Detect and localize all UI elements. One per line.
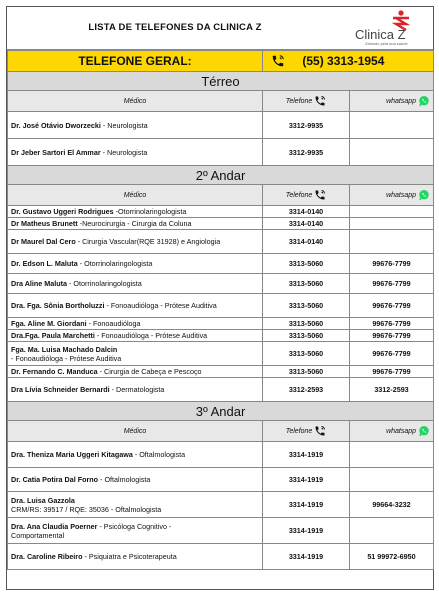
doctor-row (8, 468, 434, 492)
doctor-name: Dr Matheus Brunett (11, 219, 78, 228)
whatsapp-number[interactable] (350, 230, 434, 254)
doctor-specialty: - Fonoaudióloga - Prótese Auditiva (94, 331, 208, 340)
phone-number[interactable]: 3314-1919 (263, 544, 350, 570)
column-header-row (8, 421, 434, 442)
doctor-cell (8, 492, 263, 518)
phone-number[interactable]: 3313-5060 (263, 366, 350, 378)
doctor-row (8, 544, 434, 570)
doctor-specialty: - Otorrinolaringologista (77, 259, 153, 268)
doctor-row (8, 294, 434, 318)
doctor-name: Dra. Caroline Ribeiro (11, 552, 83, 561)
doctor-name: Dr Maurel Dal Cero (11, 237, 76, 246)
medico-header-label: Médico (123, 97, 147, 105)
doctor-name: Dra. Luisa Gazzola (11, 495, 75, 505)
whatsapp-number[interactable]: 99664-3232 (350, 492, 434, 518)
phone-number[interactable]: 3314-0140 (263, 230, 350, 254)
doctor-cell (8, 366, 263, 378)
telefone-header (263, 185, 350, 206)
phone-number[interactable]: 3313-5060 (263, 342, 350, 366)
doctor-name: Dra Lívia Schneider Bernardi (11, 385, 110, 394)
phone-number[interactable]: 3312-9935 (263, 139, 350, 166)
doctor-cell (8, 544, 263, 570)
doctor-row (8, 218, 434, 230)
phone-number[interactable]: 3313-5060 (263, 294, 350, 318)
whatsapp-number[interactable]: 99676-7799 (350, 342, 434, 366)
phone-number[interactable]: 3313-5060 (263, 274, 350, 294)
whatsapp-number[interactable]: 99676-7799 (350, 318, 434, 330)
doctor-specialty: -Otorrinolaringologista (113, 207, 187, 216)
doctor-row (8, 112, 434, 139)
whatsapp-number[interactable]: 51 99972-6950 (350, 544, 434, 570)
doctor-specialty: - Otorrinolaringologista (67, 279, 142, 288)
doctor-cell (8, 206, 263, 218)
telefone-header (263, 91, 350, 112)
doctor-specialty-line2: - Fonoaudióloga - Prótese Auditiva (11, 353, 122, 363)
whatsapp-icon (418, 189, 430, 201)
doctor-row (8, 230, 434, 254)
doctor-cell (8, 254, 263, 274)
page-title: LISTA DE TELEFONES DA CLINICA Z (88, 22, 262, 33)
doctor-cell (8, 342, 263, 366)
doctor-name: Dr. Gustavo Uggeri Rodrigues (11, 207, 114, 216)
telefone-header-label: Telefone (285, 191, 313, 199)
doctor-row (8, 206, 434, 218)
whatsapp-number[interactable]: 99676-7799 (350, 330, 434, 342)
doctor-specialty: - Cirurgia Vascular(RQE 31928) e Angiologia (75, 237, 221, 246)
doctor-row (8, 274, 434, 294)
whatsapp-number[interactable] (350, 518, 434, 544)
whatsapp-number[interactable] (350, 218, 434, 230)
whatsapp-header-label: whatsapp (386, 427, 417, 435)
doctor-specialty: - Dermatologista (109, 385, 165, 394)
doctor-cell (8, 468, 263, 492)
doctor-row (8, 442, 434, 468)
doctor-name: Fga. Aline M. Giordani (11, 319, 87, 328)
doctor-name: Dra Aline Maluta (11, 279, 68, 288)
phone-table (7, 50, 434, 570)
telefone-header-label: Telefone (285, 427, 313, 435)
doctor-name: Dra. Theniza Maria Uggeri Kitagawa (11, 450, 133, 459)
whatsapp-number[interactable] (350, 442, 434, 468)
doctor-cell (8, 294, 263, 318)
doctor-cell (8, 442, 263, 468)
doctor-row (8, 139, 434, 166)
doctor-cell (8, 378, 263, 402)
whatsapp-number[interactable]: 99676-7799 (350, 366, 434, 378)
column-header-row (8, 185, 434, 206)
doctor-name: Fga. Ma. Luisa Machado Dalcin (11, 344, 118, 354)
whatsapp-number[interactable]: 99676-7799 (350, 294, 434, 318)
phone-number[interactable]: 3312-2593 (263, 378, 350, 402)
doctor-cell (8, 112, 263, 139)
doctor-name: Dra. Ana Claudia Poerner (11, 521, 98, 531)
medico-header (8, 421, 263, 442)
phone-number[interactable]: 3314-1919 (263, 468, 350, 492)
whatsapp-number[interactable] (350, 206, 434, 218)
doctor-row (8, 366, 434, 378)
doctor-row (8, 492, 434, 518)
doctor-specialty-line2: Comportamental (11, 530, 65, 540)
phone-number[interactable]: 3314-1919 (263, 518, 350, 544)
whatsapp-number[interactable] (350, 112, 434, 139)
doctor-name: Dr. José Otávio Dworzecki (11, 120, 101, 130)
doctor-name: Dr. Catia Potira Dal Forno (11, 475, 99, 484)
doctor-specialty: - Neurologista (100, 120, 148, 130)
doctor-specialty: - Psicóloga Cognitivo - (97, 521, 172, 531)
doctor-cell (8, 274, 263, 294)
doctor-specialty: - Cirurgia de Cabeça e Pescoço (97, 367, 202, 376)
medico-header-label: Médico (123, 191, 147, 199)
column-header-row (8, 91, 434, 112)
telefone-header-label: Telefone (285, 97, 313, 105)
whatsapp-icon (418, 95, 430, 107)
phone-ringing-icon (314, 95, 326, 107)
logo-name: Clinica Z (355, 27, 406, 42)
phone-number[interactable]: 3312-9935 (263, 112, 350, 139)
doctor-specialty: -Neurocirurgia - Cirurgia da Coluna (77, 219, 192, 228)
phone-number[interactable]: 3313-5060 (263, 330, 350, 342)
whatsapp-number[interactable]: 3312-2593 (350, 378, 434, 402)
phone-ringing-icon (314, 189, 326, 201)
doctor-specialty: - Psiquiatra e Psicoterapeuta (82, 552, 177, 561)
floor-title: Térreo (8, 72, 434, 91)
doctor-row (8, 330, 434, 342)
whatsapp-header (350, 421, 434, 442)
general-phone-number: (55) 3313-1954 (302, 53, 385, 68)
floor-title: 2º Andar (8, 166, 434, 185)
doctor-specialty: - Fonoaudióloga - Prótese Auditiva (104, 301, 217, 310)
floor-header-row (8, 166, 434, 185)
general-phone-cell[interactable] (263, 51, 434, 72)
doctor-row (8, 342, 434, 366)
medico-header (8, 185, 263, 206)
doctor-row (8, 518, 434, 544)
doctor-cell (8, 139, 263, 166)
doctor-cell (8, 230, 263, 254)
doctor-name: Dr. Edson L. Maluta (11, 259, 78, 268)
doctor-name: Dra.Fga. Paula Marchetti (11, 331, 95, 340)
whatsapp-header-label: whatsapp (386, 191, 417, 199)
doctor-specialty-line2: CRM/RS: 39517 / RQE: 35036 - Oftalmologista (11, 504, 162, 514)
doctor-row (8, 378, 434, 402)
phone-number[interactable]: 3314-1919 (263, 492, 350, 518)
doctor-name: Dr Jeber Sartori El Ammar (11, 147, 101, 157)
title-bar (7, 7, 433, 50)
phone-number[interactable]: 3313-5060 (263, 318, 350, 330)
floor-title: 3º Andar (8, 402, 434, 421)
general-phone-label: TELEFONE GERAL: (8, 51, 263, 72)
doctor-specialty: - Oftalmologista (132, 450, 186, 459)
phone-list-sheet (6, 6, 434, 590)
telefone-header (263, 421, 350, 442)
doctor-cell (8, 318, 263, 330)
clinica-z-logo (351, 9, 425, 47)
doctor-name: Dr. Fernando C. Manduca (11, 367, 98, 376)
general-phone-row (8, 51, 434, 72)
floor-header-row (8, 402, 434, 421)
phone-ringing-icon (314, 425, 326, 437)
phone-number[interactable]: 3313-5060 (263, 254, 350, 274)
whatsapp-number[interactable] (350, 468, 434, 492)
floor-header-row (8, 72, 434, 91)
whatsapp-number[interactable]: 99676-7799 (350, 274, 434, 294)
doctor-row (8, 254, 434, 274)
doctor-specialty: - Fonoaudióloga (86, 319, 141, 328)
phone-number[interactable]: 3314-0140 (263, 206, 350, 218)
whatsapp-number[interactable] (350, 139, 434, 166)
doctor-cell (8, 218, 263, 230)
doctor-cell (8, 330, 263, 342)
doctor-row (8, 318, 434, 330)
whatsapp-header (350, 185, 434, 206)
phone-number[interactable]: 3314-0140 (263, 218, 350, 230)
phone-ringing-icon (271, 54, 285, 68)
doctor-cell (8, 518, 263, 544)
logo-tagline: Zelando pela sua saúde (365, 41, 408, 46)
whatsapp-number[interactable]: 99676-7799 (350, 254, 434, 274)
medico-header-label: Médico (123, 427, 147, 435)
whatsapp-icon (418, 425, 430, 437)
doctor-specialty: - Oftalmologista (98, 475, 151, 484)
whatsapp-header-label: whatsapp (386, 97, 417, 105)
doctor-specialty: - Neurologista (100, 147, 148, 157)
medico-header (8, 91, 263, 112)
phone-number[interactable]: 3314-1919 (263, 442, 350, 468)
whatsapp-header (350, 91, 434, 112)
doctor-name: Dra. Fga. Sônia Bortholuzzi (11, 301, 105, 310)
